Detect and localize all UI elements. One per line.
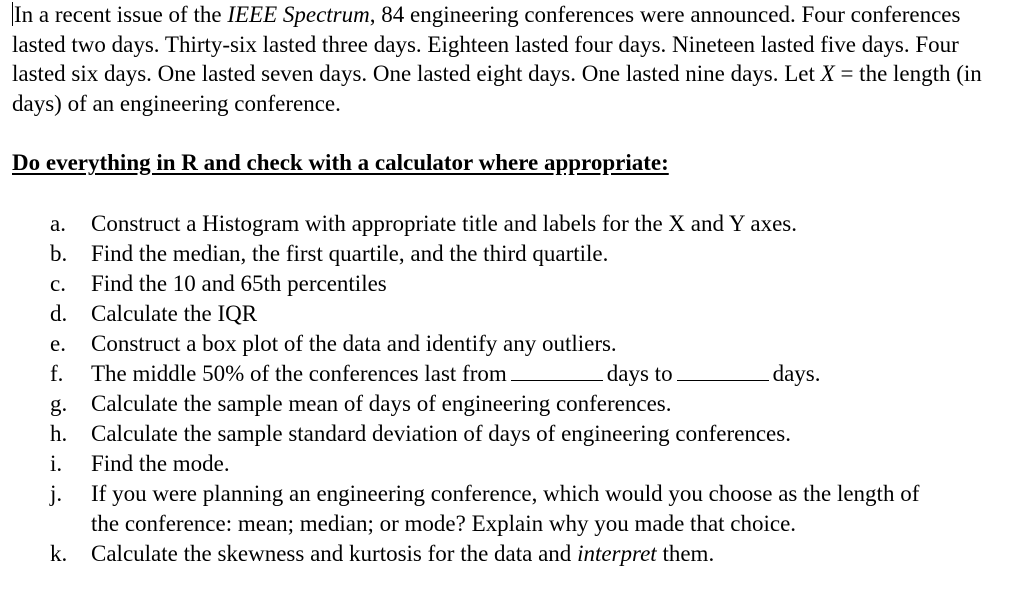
problem-intro bbox=[12, 0, 1017, 118]
item-letter: c. bbox=[50, 271, 66, 296]
text-cursor bbox=[12, 2, 13, 26]
item-emphasis: interpret bbox=[577, 541, 657, 566]
intro-part-2: , 84 engineering conferences were announced. Four conferences lasted two days. Thirty-six lasted three days. Eighteen lasted four days. Nineteen lasted five days. Four lasted six days. One lasted seven days. One lasted eight days. One lasted nine days. Let bbox=[12, 2, 961, 86]
item-text: Find the mode. bbox=[91, 451, 230, 476]
journal-title: IEEE Spectrum bbox=[227, 2, 370, 27]
item-text: them. bbox=[656, 541, 715, 566]
list-item-a bbox=[0, 209, 1024, 239]
item-letter: k. bbox=[50, 541, 68, 566]
instructions-heading: Do everything in R and check with a calculator where appropriate: bbox=[12, 150, 669, 175]
item-text: Calculate the sample standard deviation of days of engineering conferences. bbox=[91, 421, 791, 446]
intro-part-1: In a recent issue of the bbox=[14, 2, 228, 27]
list-item-f bbox=[0, 359, 1024, 389]
answer-blank-from[interactable] bbox=[511, 360, 603, 381]
variable-x: X bbox=[820, 61, 835, 86]
item-letter: a. bbox=[50, 211, 66, 236]
list-item-i bbox=[0, 449, 1024, 479]
intro-part-3: = the length (in days) of an engineering conference. bbox=[12, 61, 982, 116]
item-text: If you were planning an engineering conference, which would you choose as the length of the conference: mean; median; or mode? Explain why you made that choice. bbox=[91, 481, 920, 536]
item-text: Find the median, the first quartile, and the third quartile. bbox=[91, 241, 609, 266]
list-item-d bbox=[0, 299, 1024, 329]
list-item-b bbox=[0, 239, 1024, 269]
item-text: Construct a box plot of the data and identify any outliers. bbox=[91, 331, 617, 356]
item-text: days. bbox=[772, 361, 821, 386]
item-letter: e. bbox=[50, 331, 66, 356]
answer-blank-to[interactable] bbox=[677, 360, 769, 381]
item-letter: b. bbox=[50, 241, 68, 266]
item-text: Calculate the sample mean of days of engineering conferences. bbox=[91, 391, 672, 416]
list-item-g bbox=[0, 389, 1024, 419]
item-text: Calculate the skewness and kurtosis for the data and bbox=[91, 541, 578, 566]
list-item-k bbox=[0, 539, 1024, 569]
item-text: The middle 50% of the conferences last from bbox=[91, 361, 507, 386]
item-letter: h. bbox=[50, 421, 68, 446]
question-list bbox=[0, 209, 1024, 569]
item-letter: j. bbox=[50, 481, 63, 506]
item-letter: i. bbox=[50, 451, 63, 476]
item-text: days to bbox=[606, 361, 673, 386]
item-letter: g. bbox=[50, 391, 68, 416]
item-text: Find the 10 and 65th percentiles bbox=[91, 271, 387, 296]
list-item-j bbox=[0, 479, 1024, 539]
list-item-e bbox=[0, 329, 1024, 359]
item-text: Construct a Histogram with appropriate title and labels for the X and Y axes. bbox=[91, 211, 797, 236]
list-item-h bbox=[0, 419, 1024, 449]
item-text: Calculate the IQR bbox=[91, 301, 258, 326]
item-letter: d. bbox=[50, 301, 68, 326]
list-item-c bbox=[0, 269, 1024, 299]
item-letter: f. bbox=[50, 361, 64, 386]
